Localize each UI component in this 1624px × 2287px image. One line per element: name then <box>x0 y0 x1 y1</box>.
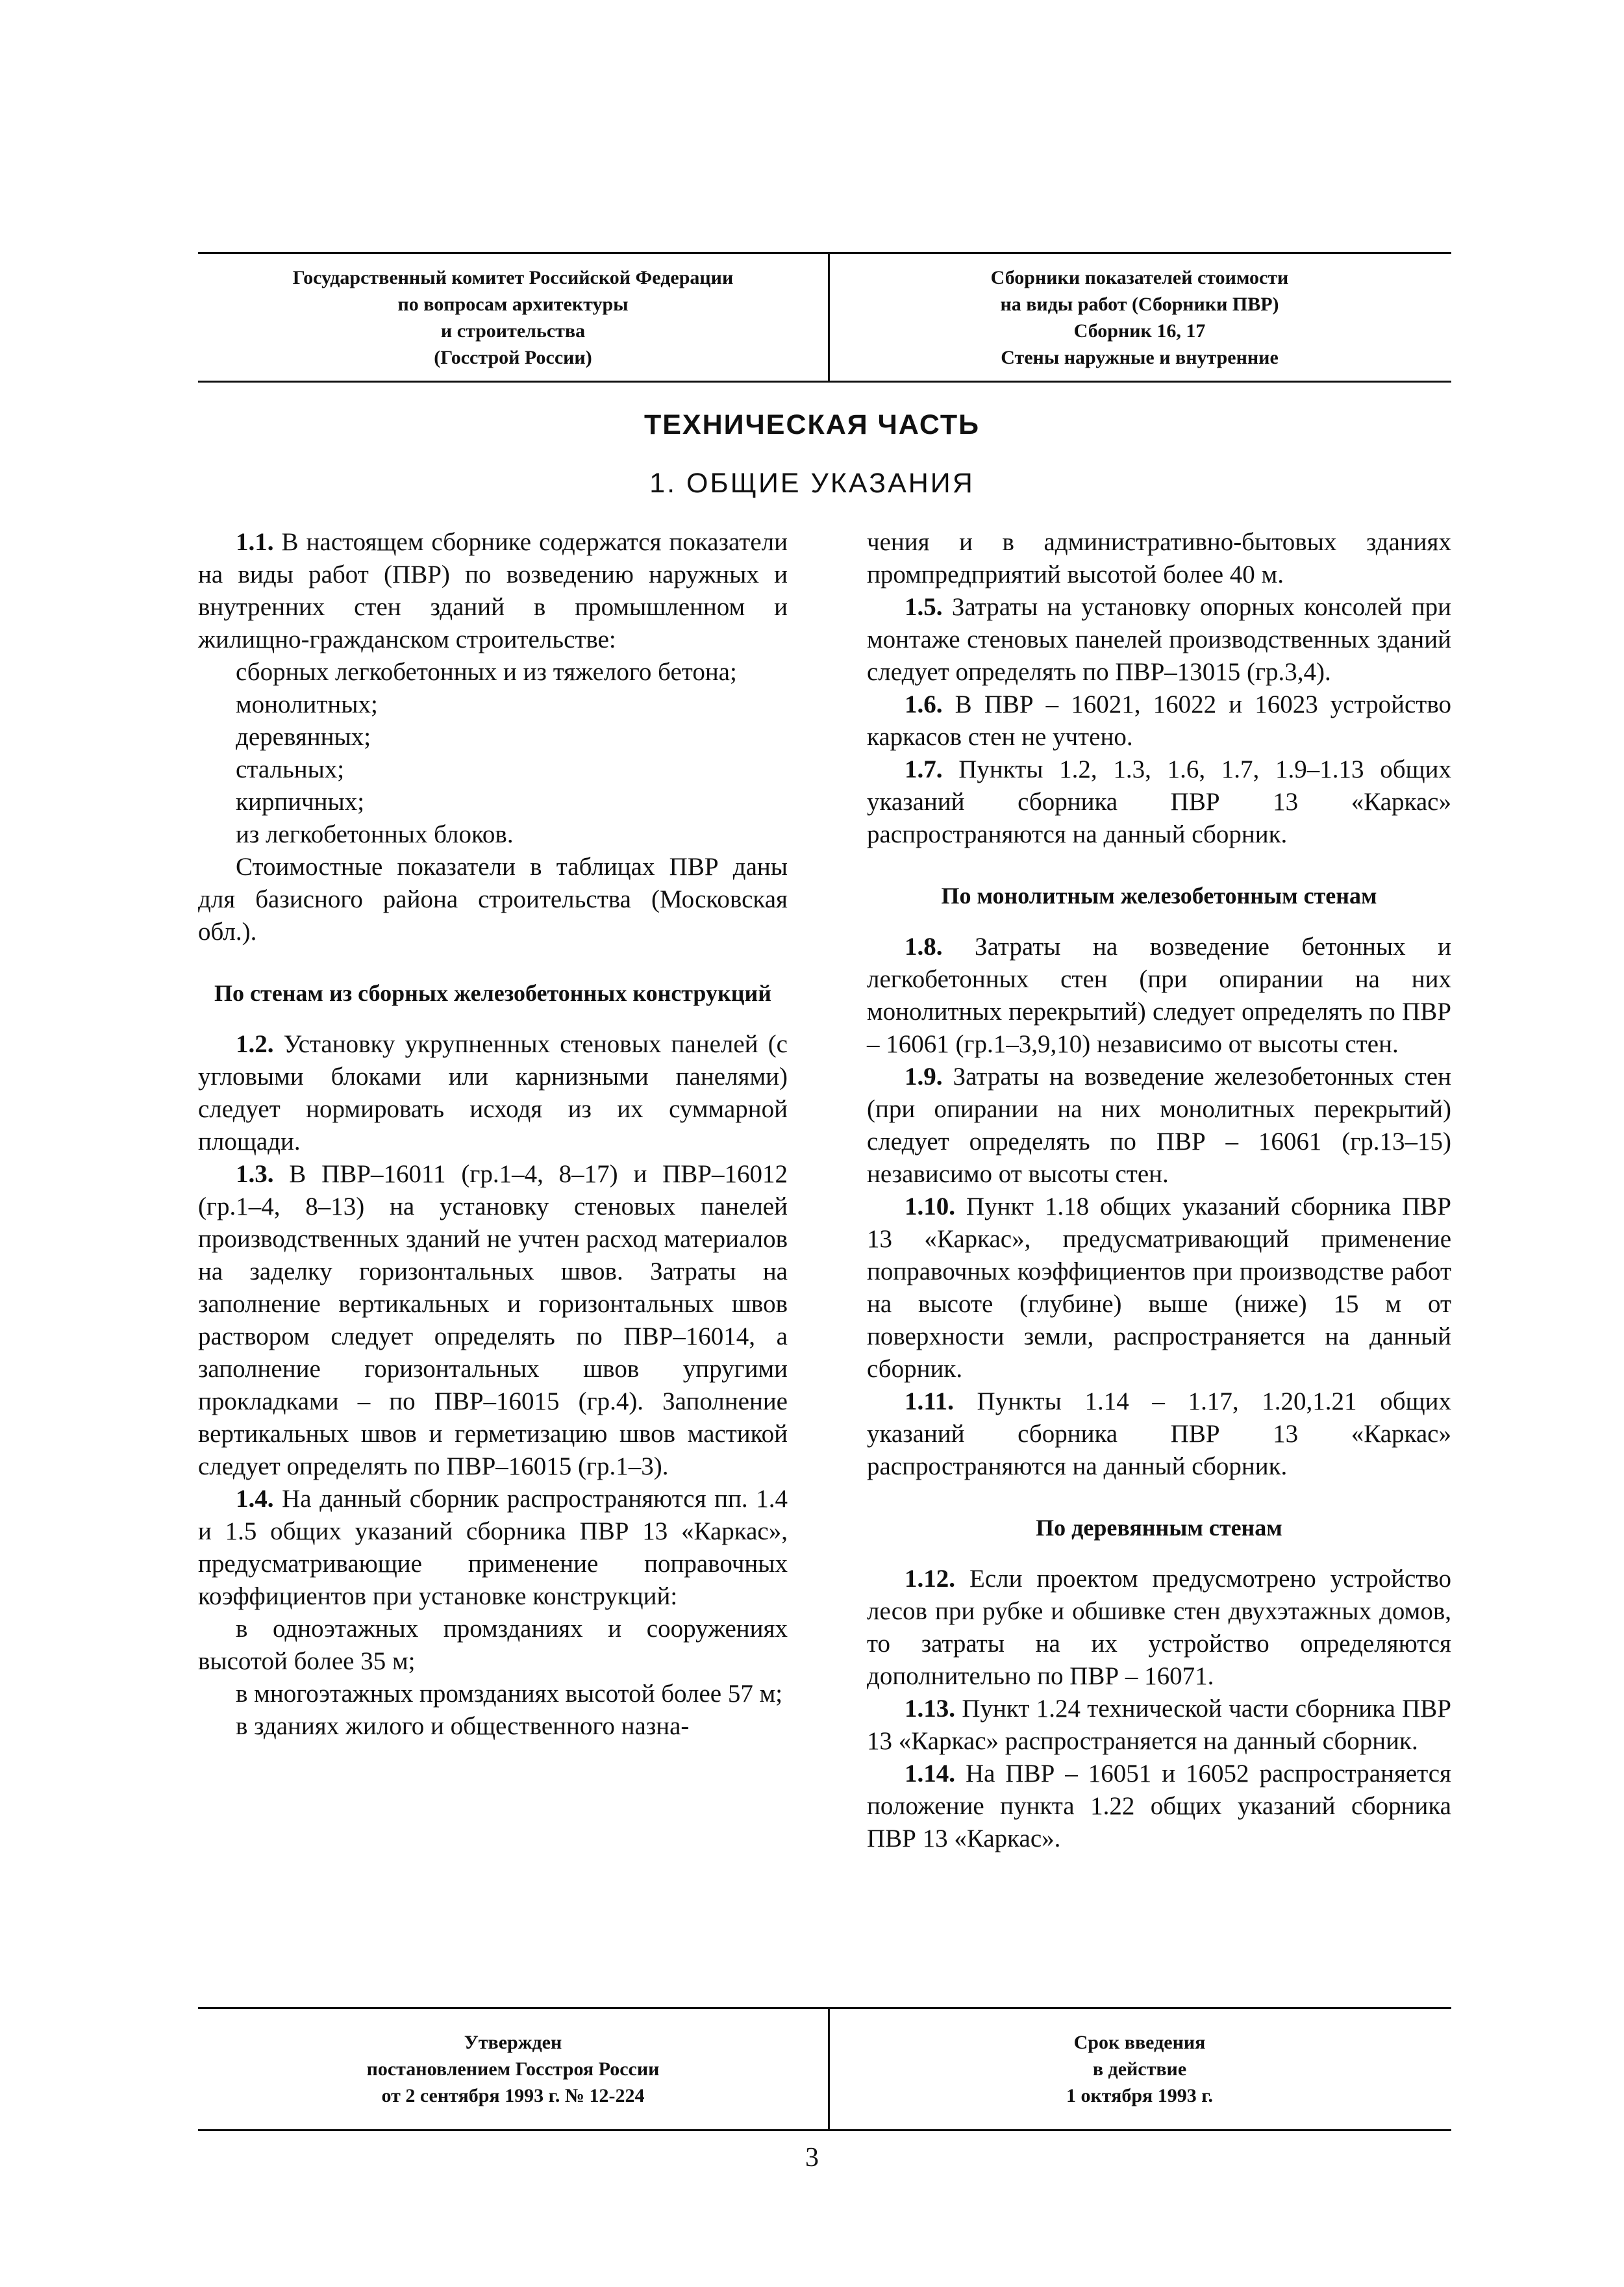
paragraph-text: Установку укрупненных стеновых панелей (с угловыми блоками или карнизными панелями) следует нормировать исходя из их суммарной площади. <box>198 1030 788 1156</box>
header-agency-line: и строительства <box>440 320 586 342</box>
header-collection-line: Сборники показателей стоимости <box>990 266 1289 288</box>
paragraph-cost: Стоимостные показатели в таблицах ПВР даны для базисного района строительства (Московская обл.). <box>198 853 788 946</box>
paragraph-text: В ПВР–16011 (гр.1–4, 8–17) и ПВР–16012 (гр.1–4, 8–13) на установку стеновых панелей производственных зданий не учтен расход материалов на заделку горизонтальных швов. Затраты на заполнение вертикальных и горизонтальных швов раствором следует определять по ПВР–16014, а заполнение горизонтальных швов упругими прокладками – по ПВР–16015 (гр.4). Заполнение вертикальных швов и герметизацию швов мастикой следует определять по ПВР–16015 (гр.1–3). <box>198 1160 788 1480</box>
list-item: из легкобетонных блоков. <box>236 820 514 848</box>
paragraph-text: Пункты 1.2, 1.3, 1.6, 1.7, 1.9–1.13 общих указаний сборника ПВР 13 «Каркас» распространяются на данный сборник. <box>867 755 1451 848</box>
paragraph-number: 1.12. <box>905 1565 955 1593</box>
header-collection <box>828 254 1451 381</box>
footer-approval-line: постановлением Госстроя России <box>366 2058 660 2080</box>
header-agency <box>198 254 828 381</box>
header-box <box>198 252 1451 383</box>
list-item: кирпичных; <box>236 788 365 816</box>
paragraph-text: Пункт 1.24 технической части сборника ПВР 13 «Каркас» распространяется на данный сборник. <box>867 1695 1451 1755</box>
paragraph-1-4 <box>198 1483 788 1613</box>
paragraph-text: Пункты 1.14 – 1.17, 1.20,1.21 общих указаний сборника ПВР 13 «Каркас» распространяются на данный сборник. <box>867 1387 1451 1480</box>
paragraph-1-12 <box>867 1563 1451 1693</box>
paragraph-number: 1.4. <box>236 1485 274 1513</box>
list-item: деревянных; <box>236 723 371 751</box>
paragraph-number: 1.3. <box>236 1160 274 1188</box>
list-item: в одноэтажных промзданиях и сооружениях высотой более 35 м; <box>198 1615 788 1675</box>
footer-approval-line: от 2 сентября 1993 г. № 12-224 <box>381 2085 645 2106</box>
paragraph-1-6 <box>867 689 1451 753</box>
paragraph-1-14 <box>867 1758 1451 1855</box>
paragraph-text: Если проектом предусмотрено устройство лесов при рубке и обшивке стен двухэтажных домов, то затраты на их устройство определяются дополнительно по ПВР – 16071. <box>867 1565 1451 1690</box>
subsection-heading-wood: По деревянным стенам <box>1036 1515 1282 1541</box>
page-number: 3 <box>805 2143 819 2173</box>
right-column <box>867 526 1451 1855</box>
section-title: ТЕХНИЧЕСКАЯ ЧАСТЬ <box>643 409 981 440</box>
footer-effective-line: 1 октября 1993 г. <box>1066 2085 1213 2106</box>
footer-approval <box>198 2009 828 2129</box>
list-item: сборных легкобетонных и из тяжелого бетона; <box>236 658 737 686</box>
paragraph-text: Затраты на возведение бетонных и легкобетонных стен (при опирании на них монолитных перекрытий) следует определять по ПВР – 16061 (гр.1–3,9,10) независимо от высоты стен. <box>867 933 1451 1058</box>
subsection-heading-monolithic: По монолитным железобетонным стенам <box>941 883 1377 909</box>
header-collection-line: Стены наружные и внутренние <box>1001 346 1279 368</box>
paragraph-number: 1.10. <box>905 1193 955 1220</box>
header-collection-line: Сборник 16, 17 <box>1073 320 1206 342</box>
paragraph-text: Пункт 1.18 общих указаний сборника ПВР 13 «Каркас», предусматривающий применение поправочных коэффициентов при производстве работ на высоте (глубине) выше (ниже) 15 м от поверхности земли, распространяется на данный сборник. <box>867 1193 1451 1383</box>
header-agency-line: (Госстрой России) <box>434 346 592 368</box>
paragraph-continuation: чения и в административно-бытовых зданиях промпредприятий высотой более 40 м. <box>867 528 1451 588</box>
paragraph-1-7 <box>867 753 1451 851</box>
list-item: монолитных; <box>236 690 378 718</box>
header-collection-line: на виды работ (Сборники ПВР) <box>1000 293 1279 315</box>
paragraph-number: 1.8. <box>905 933 943 961</box>
paragraph-number: 1.14. <box>905 1760 955 1788</box>
left-column <box>198 526 788 1743</box>
paragraph-1-10 <box>867 1191 1451 1385</box>
paragraph-text: В настоящем сборнике содержатся показатели на виды работ (ПВР) по возведению наружных и внутренних стен зданий в промышленном и жилищно-гражданском строительстве: <box>198 528 788 653</box>
paragraph-number: 1.6. <box>905 690 943 718</box>
footer-box <box>198 2007 1451 2131</box>
paragraph-number: 1.9. <box>905 1063 943 1091</box>
footer-effective-date <box>828 2009 1451 2129</box>
paragraph-1-1 <box>198 526 788 656</box>
section-subtitle: 1. ОБЩИЕ УКАЗАНИЯ <box>649 468 975 499</box>
list-item: стальных; <box>236 755 345 783</box>
footer-effective-line: в действие <box>1092 2058 1187 2080</box>
paragraph-1-3 <box>198 1158 788 1483</box>
subsection-heading-precast: По стенам из сборных железобетонных конструкций <box>214 980 771 1006</box>
paragraph-number: 1.11. <box>905 1387 954 1415</box>
paragraph-1-11 <box>867 1385 1451 1483</box>
paragraph-number: 1.7. <box>905 755 943 783</box>
paragraph-number: 1.13. <box>905 1695 955 1723</box>
footer-effective-line: Срок введения <box>1073 2032 1206 2053</box>
paragraph-1-2 <box>198 1028 788 1158</box>
paragraph-1-13 <box>867 1693 1451 1758</box>
list-item: в многоэтажных промзданиях высотой более 57 м; <box>236 1680 783 1708</box>
header-agency-line: Государственный комитет Российской Федерации <box>292 266 734 288</box>
paragraph-1-8 <box>867 931 1451 1061</box>
paragraph-number: 1.1. <box>236 528 274 556</box>
header-agency-line: по вопросам архитектуры <box>397 293 629 315</box>
list-item: в зданиях жилого и общественного назна- <box>236 1712 690 1740</box>
paragraph-1-5 <box>867 591 1451 689</box>
paragraph-text: В ПВР – 16021, 16022 и 16023 устройство каркасов стен не учтено. <box>867 690 1451 751</box>
paragraph-number: 1.5. <box>905 593 943 621</box>
paragraph-text: На данный сборник распространяются пп. 1.4 и 1.5 общих указаний сборника ПВР 13 «Каркас», предусматривающие применение поправочных коэффициентов при установке конструкций: <box>198 1485 788 1610</box>
paragraph-text: На ПВР – 16051 и 16052 распространяется положение пункта 1.22 общих указаний сборника ПВР 13 «Каркас». <box>867 1760 1451 1852</box>
paragraph-1-9 <box>867 1061 1451 1191</box>
paragraph-text: Затраты на возведение железобетонных стен (при опирании на них монолитных перекрытий) следует определять по ПВР – 16061 (гр.13–15) независимо от высоты стен. <box>867 1063 1451 1188</box>
paragraph-text: Затраты на установку опорных консолей при монтаже стеновых панелей производственных зданий следует определять по ПВР–13015 (гр.3,4). <box>867 593 1451 686</box>
footer-approval-line: Утвержден <box>464 2032 562 2053</box>
paragraph-number: 1.2. <box>236 1030 274 1058</box>
